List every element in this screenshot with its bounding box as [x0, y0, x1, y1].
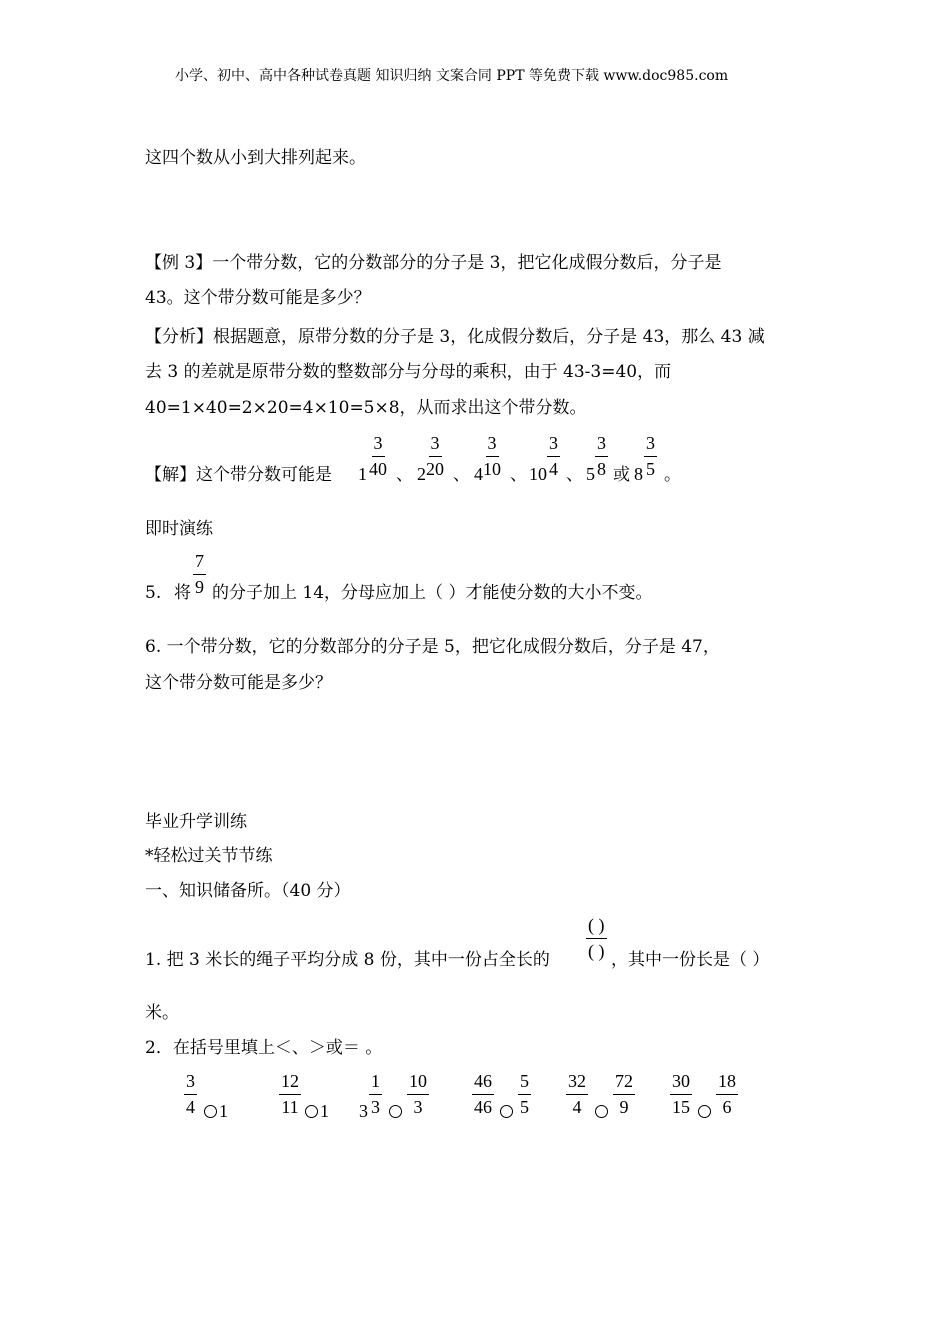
cmp6-left-fraction: [670, 1071, 692, 1117]
answer-6-numerator: 3: [644, 433, 657, 457]
separator: 、: [396, 465, 413, 485]
answer-2-fraction: [426, 433, 444, 479]
analysis-line2: 去 3 的差就是原带分数的整数部分与分母的乘积，由于 43-3=40，而: [145, 362, 672, 382]
answer-6-fraction: [644, 433, 657, 479]
cmp5-left-fraction: [566, 1071, 588, 1117]
cmp4-right-numerator: 5: [518, 1071, 531, 1095]
cmp3-right-denominator: 3: [413, 1097, 423, 1117]
analysis-line3: 40=1×40=2×20=4×10=5×8，从而求出这个带分数。: [145, 398, 587, 418]
answer-1-whole: 1: [358, 464, 367, 484]
cmp6-right-numerator: 18: [716, 1071, 738, 1095]
cmp4-answer-circle[interactable]: [500, 1105, 513, 1118]
or-text: 或: [613, 465, 630, 485]
cmp5-answer-circle[interactable]: [595, 1105, 608, 1118]
separator: 、: [510, 465, 527, 485]
cmp2-left-denominator: 11: [281, 1097, 299, 1117]
analysis-line1: 【分析】根据题意，原带分数的分子是 3，化成假分数后，分子是 43，那么 43 减: [145, 327, 765, 347]
solution-label: 【解】这个带分数可能是: [145, 465, 332, 485]
cmp6-right-denominator: 6: [722, 1097, 732, 1117]
cmp5-right-numerator: 72: [613, 1071, 635, 1095]
cmp1-left-denominator: 4: [186, 1097, 195, 1117]
answer-1-fraction: [369, 433, 387, 479]
cmp3-left-fraction: [369, 1071, 382, 1117]
cmp6-left-numerator: 30: [670, 1071, 692, 1095]
cmp4-left-numerator: 46: [472, 1071, 494, 1095]
cmp1-left-fraction: [184, 1071, 197, 1117]
q5-denominator: 9: [195, 577, 204, 597]
t2-instruction: 2．在括号里填上＜、＞或＝ 。: [145, 1038, 383, 1058]
answer-4-fraction: [547, 433, 560, 479]
answer-3-denominator: 10: [483, 459, 501, 479]
t1-blank-fraction: [586, 915, 607, 961]
cmp5-left-numerator: 32: [566, 1071, 588, 1095]
example3-question-line2: 43。这个带分数可能是多少？: [145, 288, 371, 308]
page-header: 小学、初中、高中各种试卷真题 知识归纳 文案合同 PPT 等免费下载 www.doc985.com: [175, 68, 729, 84]
answer-6-whole: 8: [634, 464, 643, 484]
q6-line2: 这个带分数可能是多少？: [145, 673, 332, 693]
cmp4-right-fraction: [518, 1071, 531, 1117]
cmp6-left-denominator: 15: [672, 1097, 690, 1117]
cmp5-right-denominator: 9: [619, 1097, 629, 1117]
cmp5-right-fraction: [613, 1071, 635, 1117]
cmp2-left-fraction: [279, 1071, 301, 1117]
cmp6-right-fraction: [716, 1071, 738, 1117]
t1-blank-denominator: ( ): [588, 941, 605, 961]
q5-fraction: [193, 551, 206, 597]
cmp6-answer-circle[interactable]: [698, 1105, 711, 1118]
cmp1-left-numerator: 3: [184, 1071, 197, 1095]
answer-5-whole: 5: [586, 464, 595, 484]
answer-4-whole: 10: [529, 464, 547, 484]
q5-numerator: 7: [193, 551, 206, 575]
answer-5-fraction: [595, 433, 608, 479]
separator: 、: [566, 465, 583, 485]
answer-3-fraction: [483, 433, 501, 479]
cmp1-answer-circle[interactable]: [204, 1105, 217, 1118]
example3-question-line1: 【例 3】一个带分数，它的分数部分的分子是 3，把它化成假分数后，分子是: [145, 253, 722, 273]
training-title: 毕业升学训练: [145, 812, 247, 832]
cmp4-left-denominator: 46: [474, 1097, 492, 1117]
answer-2-whole: 2: [417, 464, 426, 484]
practice-title: 即时演练: [145, 519, 213, 539]
cmp2-right-value: 1: [320, 1101, 329, 1121]
cmp4-left-fraction: [472, 1071, 494, 1117]
cmp5-left-denominator: 4: [572, 1097, 582, 1117]
cmp2-answer-circle[interactable]: [305, 1105, 318, 1118]
cmp1-right-value: 1: [219, 1101, 228, 1121]
period: 。: [664, 465, 681, 485]
t1-tail: 米。: [145, 1003, 179, 1023]
answer-5-denominator: 8: [597, 459, 606, 479]
answer-3-whole: 4: [474, 464, 483, 484]
answer-4-denominator: 4: [549, 459, 558, 479]
separator: 、: [453, 465, 470, 485]
training-subtitle: *轻松过关节节练: [145, 846, 273, 866]
t1-post: ，其中一份长是（ ）: [611, 950, 770, 970]
t1-blank-numerator: ( ): [586, 915, 607, 939]
section1-title: 一、知识储备所。（40 分）: [145, 881, 351, 901]
answer-1-numerator: 3: [372, 433, 385, 457]
answer-4-numerator: 3: [547, 433, 560, 457]
cmp4-right-denominator: 5: [520, 1097, 529, 1117]
cmp3-right-numerator: 10: [407, 1071, 429, 1095]
cmp2-left-numerator: 12: [279, 1071, 301, 1095]
t1-pre: 1. 把 3 米长的绳子平均分成 8 份，其中一份占全长的: [145, 950, 550, 970]
answer-1-denominator: 40: [369, 459, 387, 479]
cmp3-answer-circle[interactable]: [389, 1105, 402, 1118]
intro-line: 这四个数从小到大排列起来。: [145, 148, 366, 168]
q5-number: 5.: [145, 583, 162, 603]
answer-6-denominator: 5: [646, 459, 655, 479]
answer-3-numerator: 3: [486, 433, 499, 457]
q6-line1: 6. 一个带分数，它的分数部分的分子是 5，把它化成假分数后，分子是 47，: [145, 637, 720, 657]
answer-2-numerator: 3: [429, 433, 442, 457]
cmp3-left-denominator: 3: [371, 1097, 380, 1117]
cmp3-left-numerator: 1: [369, 1071, 382, 1095]
answer-2-denominator: 20: [426, 459, 444, 479]
q5-pre: 将: [174, 583, 191, 603]
answer-5-numerator: 3: [595, 433, 608, 457]
cmp3-right-fraction: [407, 1071, 429, 1117]
cmp3-left-whole: 3: [359, 1101, 368, 1121]
q5-post: 的分子加上 14，分母应加上（ ）才能使分数的大小不变。: [212, 583, 653, 603]
